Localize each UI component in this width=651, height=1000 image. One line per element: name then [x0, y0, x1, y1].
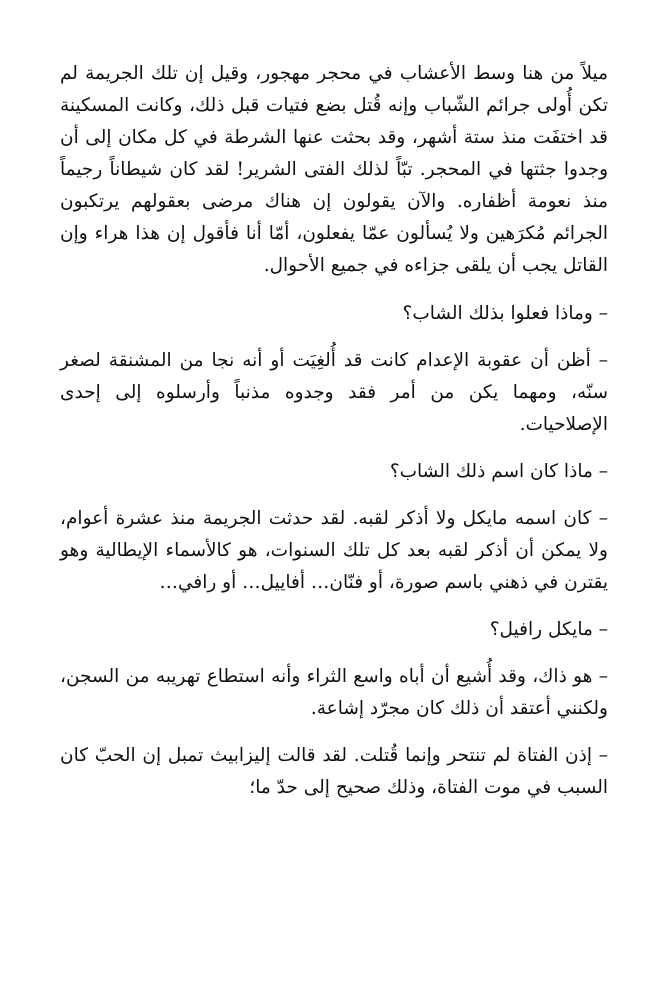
- paragraph-dialogue-question-3: – مايكل رافيل؟: [489, 619, 608, 640]
- paragraph-dialogue-question-1: – وماذا فعلوا بذلك الشاب؟: [402, 303, 608, 324]
- paragraph-dialogue-question-2: – ماذا كان اسم ذلك الشاب؟: [389, 461, 608, 482]
- paragraph-dialogue-answer-3: – هو ذاك، وقد أُشيع أن أباه واسع الثراء وأنه استطاع تهريبه من السجن، ولكنني أعتقد أن ذلك كان مجرّد إشاعة.: [60, 666, 608, 719]
- paragraph-dialogue-answer-4: – إذن الفتاة لم تنتحر وإنما قُتلت. لقد قالت إليزابيث تمبل إن الحبّ كان السبب في موت الفتاة، وذلك صحيح إلى حدّ ما؛: [60, 745, 608, 798]
- paragraph-dialogue-answer-2: – كان اسمه مايكل ولا أذكر لقبه. لقد حدثت الجريمة منذ عشرة أعوام، ولا يمكن أن أذكر لقبه بعد كل تلك السنوات، هو كالأسماء الإيطالية وهو يقترن في ذهني باسم صورة، أو فنّان… أفاييل… أو رافي…: [60, 508, 608, 593]
- paragraph-narration: ميلاً من هنا وسط الأعشاب في محجر مهجور، وقيل إن تلك الجريمة لم تكن أُولى جرائم الشّباب وإنه قُتل بضع فتيات قبل ذلك، وكانت المسكينة قد اختفَت منذ ستة أشهر، وقد بحثت عنها الشرطة في كل مكان إلى أن وجدوا جثتها في المحجر. تبّاً لذلك الفتى الشرير! لقد كان شيطاناً رجيماً منذ نعومة أظفاره. والآن يقولون إن هناك مرضى بعقولهم يرتكبون الجرائم مُكرَهين ولا يُسألون عمّا يفعلون، أمّا أنا فأقول إن هذا هراء وإن القاتل يجب أن يلقى جزاءه في جميع الأحوال.: [60, 63, 608, 276]
- paragraph-dialogue-answer-1: – أظن أن عقوبة الإعدام كانت قد أُلغِيَت أو أنه نجا من المشنقة لصغر سنّه، ومهما يكن من أمر فقد وجدوه مذنباً وأرسلوه إلى إحدى الإصلاحيات.: [60, 350, 608, 435]
- book-page: [60, 58, 608, 819]
